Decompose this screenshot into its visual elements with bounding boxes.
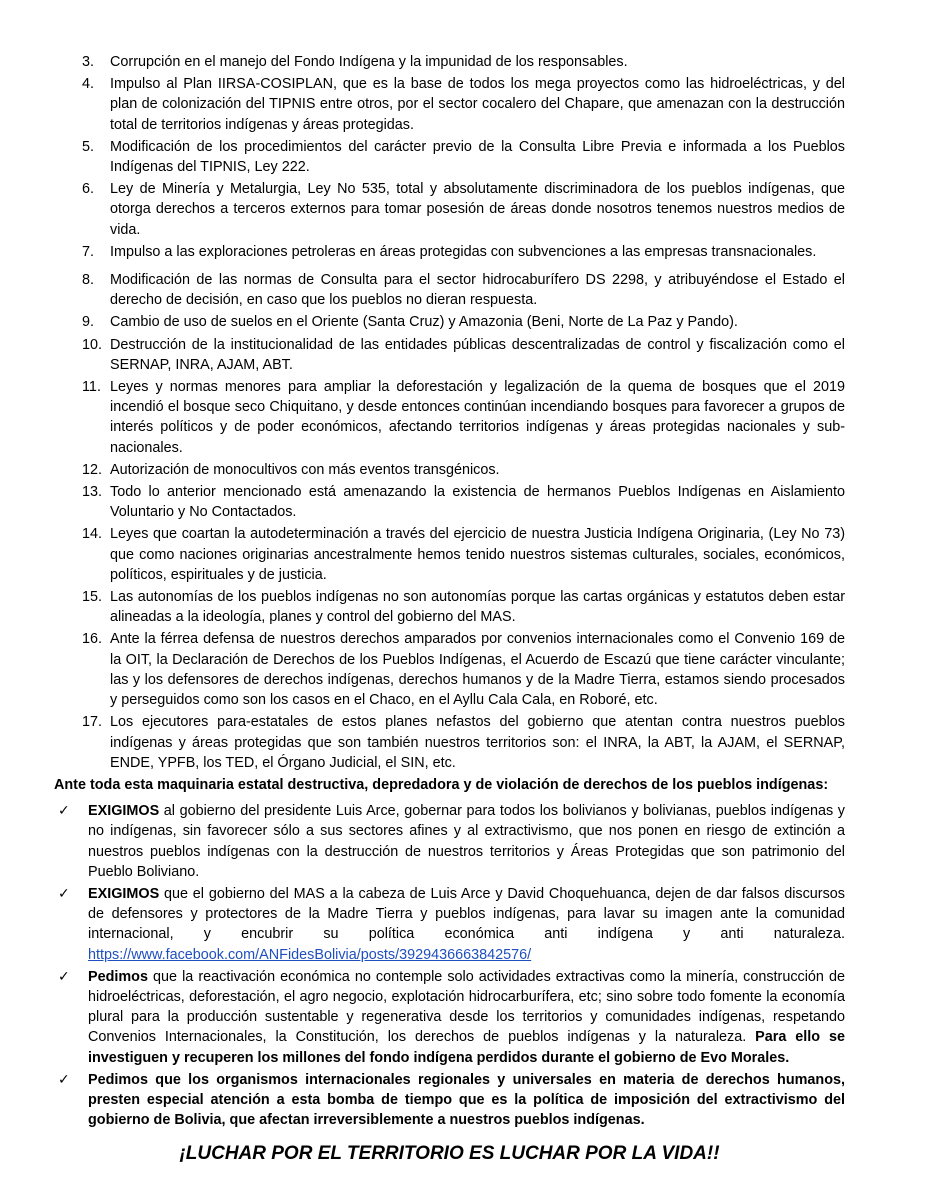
- item-text: Ley de Minería y Metalurgia, Ley No 535, total y absolutamente discriminadora de los pueblos indígenas, que otorga derechos a terceros externos para tomar posesión de áreas donde nosotros tenemos nuestros medios de vida.: [110, 181, 845, 238]
- demand-item: [58, 967, 845, 1068]
- list-item: [82, 52, 845, 72]
- list-item: [82, 629, 845, 710]
- checkmark-icon: ✓: [58, 885, 70, 902]
- demand-item: [58, 801, 845, 882]
- demand-text: [88, 967, 845, 1068]
- item-number: 10 .: [82, 335, 110, 375]
- demand-body: al gobierno del presidente Luis Arce, gobernar para todos los bolivianos y bolivianas, pueblos indígenas y no indígenas, sin favorecer sólo a sus sectores afines y al extractivismo, que nos ponen en riesgo de extinción a nuestros pueblos indígenas con la destrucción de nuestros territorios y Áreas Protegidas que son patrimonio del Pueblo Boliviano.: [88, 803, 845, 880]
- item-number: 7 .: [82, 242, 110, 262]
- item-number: 14 .: [82, 524, 110, 585]
- demand-text: [88, 801, 845, 882]
- item-text: Leyes y normas menores para ampliar la deforestación y legalización de la quema de bosques que el 2019 incendió el bosque seco Chiquitano, y desde entonces continúan incendiando bosques para favorecer a grupos de interés políticos y de poder económicos, afectando territorios indígenas y áreas protegidas nacionales y sub-nacionales.: [110, 379, 845, 456]
- item-text: Cambio de uso de suelos en el Oriente (Santa Cruz) y Amazonia (Beni, Norte de La Paz y Pando).: [110, 314, 738, 331]
- item-text: Modificación de los procedimientos del carácter previo de la Consulta Libre Previa e informada a los Pueblos Indígenas del TIPNIS, Ley 222.: [110, 138, 845, 176]
- list-item: [82, 524, 845, 585]
- list-item: [82, 74, 845, 135]
- facebook-post-link[interactable]: https://www.facebook.com/ANFidesBolivia/posts/3929436663842576/: [88, 946, 532, 963]
- checkmark-icon: ✓: [58, 968, 70, 985]
- item-text: Todo lo anterior mencionado está amenazando la existencia de hermanos Pueblos Indígenas en Aislamiento Voluntario y No Contactados.: [110, 484, 845, 521]
- checkmark-icon: ✓: [58, 803, 70, 820]
- item-text: Destrucción de la institucionalidad de las entidades públicas descentralizadas de control y fiscalización como el SERNAP, INRA, AJAM, ABT.: [110, 336, 845, 373]
- list-item: [82, 179, 845, 240]
- item-number: 9 .: [82, 312, 110, 332]
- item-text: Corrupción en el manejo del Fondo Indígena y la impunidad de los responsables.: [110, 54, 628, 70]
- item-text: Las autonomías de los pueblos indígenas no son autonomías porque las cartas orgánicas y estatutos deben estar alineadas a la ideología, planes y control del gobierno del MAS.: [110, 589, 845, 626]
- demand-lead: EXIGIMOS: [88, 885, 160, 902]
- item-number: 12 .: [82, 460, 110, 480]
- item-text: Autorización de monocultivos con más eventos transgénicos.: [110, 461, 500, 478]
- item-text: Los ejecutores para-estatales de estos planes nefastos del gobierno que atentan contra nuestros pueblos indígenas y áreas protegidas que son también nuestros territorios son: el INRA, la ABT, la AJAM, el SERNAP, ENDE, YPFB, los TED, el Órgano Judicial, el SIN, etc.: [110, 714, 845, 771]
- item-number: 17 .: [82, 712, 110, 773]
- demand-item: [58, 884, 845, 965]
- item-number: 4 .: [82, 74, 110, 135]
- item-number: 3 .: [82, 52, 110, 72]
- list-item: [82, 312, 845, 332]
- demand-lead: Pedimos: [88, 968, 148, 985]
- item-text: Modificación de las normas de Consulta para el sector hidrocaburífero DS 2298, y atribuyéndose el Estado el derecho de decisión, en caso que los pueblos no dieran respuesta.: [110, 272, 845, 309]
- list-item: [82, 460, 845, 480]
- item-number: 8 .: [82, 270, 110, 310]
- list-item: [82, 377, 845, 458]
- list-item: [82, 587, 845, 627]
- demand-body: que la reactivación económica no contemple solo actividades extractivas como la minería, construcción de hidroeléctricas, deforestación, el agro negocio, explotación hidrocarburífera, etc; sino sobre todo fomente la economía plural para la producción sustentable y regenerativa desde los territorios y comunidades indígenas, respetando Convenios Internacionales, la Constitución, los derechos de pueblos indígenas y la naturaleza.: [88, 968, 845, 1046]
- item-text: Leyes que coartan la autodeterminación a través del ejercicio de nuestra Justicia Indígena Originaria, (Ley No 73) que como naciones originarias ancestralmente hemos tenido nuestros sistemas culturales, sociales, económicos, políticos, espirituales y de justicia.: [110, 526, 845, 583]
- item-text: Ante la férrea defensa de nuestros derechos amparados por convenios internacionales como el Convenio 169 de la OIT, la Declaración de Derechos de los Pueblos Indígenas, el Acuerdo de Escazú que tiene carácter vinculante; las y los defensores de derechos indígenas, derechos humanos y de la Madre Tierra, estamos siendo procesados y perseguidos como son los casos en el Chaco, en el Ayllu Cala Cala, en Roboré, etc.: [110, 631, 845, 709]
- demand-item: [58, 1070, 845, 1131]
- item-number: 11 .: [82, 377, 110, 458]
- item-number: 13 .: [82, 482, 110, 522]
- demand-body: que el gobierno del MAS a la cabeza de Luis Arce y David Choquehuanca, dejen de dar falsos discursos de defensores y protectores de la Madre Tierra y pueblos indígenas, para lavar su imagen ante la comunidad internacional, y encubrir su política económica anti indígena y anti naturaleza.: [88, 885, 845, 943]
- demand-text: [88, 884, 845, 965]
- item-number: 6 .: [82, 179, 110, 240]
- item-text: Impulso al Plan IIRSA-COSIPLAN, que es la base de todos los mega proyectos como las hidroeléctricas, y del plan de colonización del TIPNIS entre otros, por el sector cocalero del Chapare, que amenazan con la destrucción total de territorios indígenas y áreas protegidas.: [110, 76, 845, 133]
- demand-lead: EXIGIMOS: [88, 803, 160, 820]
- demands-intro: Ante toda esta maquinaria estatal destructiva, depredadora y de violación de derechos de los pueblos indígenas:: [54, 776, 829, 793]
- demands-list: [58, 801, 845, 1130]
- list-item: [82, 335, 845, 375]
- list-item: [82, 137, 845, 177]
- list-item: [82, 270, 845, 310]
- checkmark-icon: ✓: [58, 1071, 70, 1088]
- item-number: 16 .: [82, 629, 110, 710]
- list-item: [82, 712, 845, 773]
- list-item: [82, 482, 845, 522]
- item-number: 5 .: [82, 137, 110, 177]
- item-number: 15 .: [82, 587, 110, 627]
- demand-text: Pedimos que los organismos internacionales regionales y universales en materia de derechos humanos, presten especial atención a esta bomba de tiempo que es la política de imposición del extractivismo del gobierno de Bolivia, que afectan irreversiblemente a nuestros pueblos indígenas.: [88, 1071, 845, 1129]
- closing-slogan: ¡LUCHAR POR EL TERRITORIO ES LUCHAR POR LA VIDA!!: [179, 1143, 720, 1165]
- item-text: Impulso a las exploraciones petroleras en áreas protegidas con subvenciones a las empresas transnacionales.: [110, 243, 817, 260]
- list-item: [82, 242, 845, 262]
- demand-bold-tail: Para ello se investiguen y recuperen los millones del fondo indígena perdidos durante el gobierno de Evo Morales.: [88, 1029, 845, 1066]
- grievance-list: [82, 52, 845, 773]
